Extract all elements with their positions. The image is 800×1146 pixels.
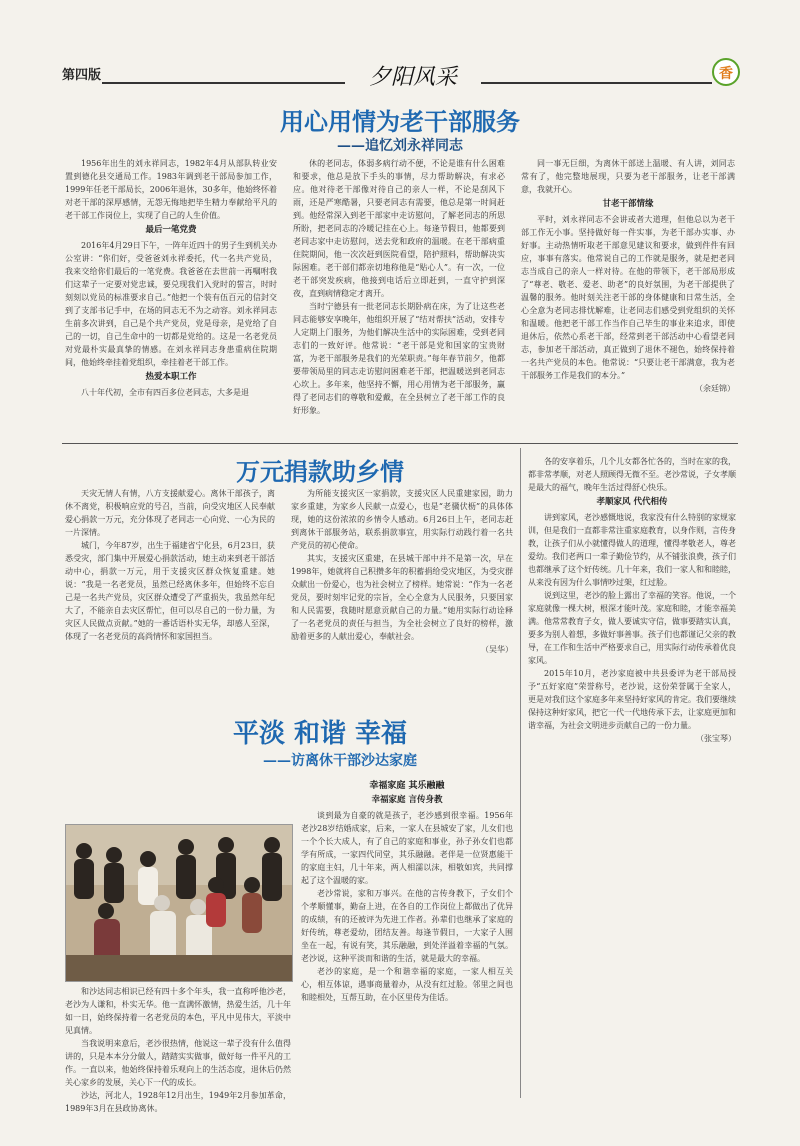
paragraph: 老沙的家庭，是一个和谐幸福的家庭，一家人相互关心，相互体谅，遇事商量着办，从没有红过脸。邻里之间也和睦相处，互帮互助，在小区里传为佳话。 (301, 967, 513, 1002)
paragraph: 休的老同志，体弱多病行动不便，不论是谁有什么困难和要求，他总是放下手头的事情，尽力帮助解决，有求必应。他对待老干部像对待自己的亲人一样，不论是刮风下雨，还是严寒酷暑，只要老同志有需要，他总是第一时间赶到。他经常深入到老干部家中走访慰问，了解老同志的所思所盼，把老同志的冷暖记挂在心上。每逢节假日，他都要到老同志家中走访慰问，送去党和政府的温暖。在老干部病重住院期间，他一次次赶到医院看望，陪护照料，帮助解决实际困难。老干部们都亲切地称他是“贴心人”。有一次，一位老干部突发疾病，他接到电话后立即赶到，一直守护到深夜，直到病情稳定才离开。 (293, 159, 505, 298)
article2-title: 万元捐款助乡情 (236, 458, 404, 486)
paragraph: 和沙达同志相识已经有四十多个年头，我一直称呼他沙老，老沙为人谦和，朴实无华。他一直满怀激情，热爱生活，几十年如一日，始终保持着一名老党员的本色，平凡中见伟大，平淡中见真情。 (65, 987, 291, 1035)
paragraph: 平时，刘永祥同志不会讲或者大道理，但他总以为老干部工作无小事。坚持做好每一件实事，为老干部办实事、办好事。主动热情听取老干部意见建议和要求，做到件件有回应，事事有落实。他常说自己的工作就是服务，就是把老同志当成自己的亲人一样对待。在他的带领下，老干部局形成了“尊老、敬老、爱老、助老”的良好氛围，为老干部提供了温馨的服务。他时刻关注老干部的身体健康和日常生活，全心全意为老同志排忧解难，让老同志们感受到党组织的关怀和温暖。他把老干部工作当作自己毕生的事业来追求，即使退休后，依然心系老干部，经常到老干部活动中心看望老同志，参加老干部活动，真正做到了退休不褪色，始终保持着一名共产党员的本色。他常说：“只要让老干部满意，我为老干部服务工作是我们的本分。” (521, 215, 735, 380)
section-heading: 甘老干部情缘 (602, 199, 654, 209)
paragraph: 八十年代初，全市有四百多位老同志，大多是退 (81, 388, 249, 397)
byline: （张宝琴） (696, 734, 736, 743)
paragraph: 2016年4月29日下午，一阵年近四十的男子生到机关办公室讲：“你们好，受爸爸刘永祥委托，代一名共产党员，我来交给你们最后的一笔党费。我爸爸在去世前一再嘱咐我们这辈子一定要对党忠诚，要兑现我们入党时的誓言，时时刻刻以党员的标准要求自己。”他把一个装有伍百元的信封交到了支部书记手中，在场的同志无不为之动容。刘永祥同志生前多次讲到，自己是个共产党员，党是母亲，是党给了自己的一切，自己生命中的一切都是党给的。这是一名老党员对党最朴实最真挚的情感。在刘永祥同志身患重病住院期间，他始终牵挂着党组织，牵挂着老干部工作。 (65, 241, 277, 367)
paragraph: 当我说明来意后，老沙很热情，他说这一辈子没有什么值得讲的，只是本本分分做人，踏踏实实做事，做好每一件平凡的工作。一直以来，他始终保持着乐观向上的生活态度，退休后仍然关心家乡的发展，关心下一代的成长。 (65, 1039, 291, 1087)
paragraph: 讲到家风，老沙感慨地说，我家没有什么特别的家规家训，但是我们一直都非常注重家庭教育，以身作则，言传身教，让孩子们从小就懂得做人的道理，懂得孝敬老人，尊老爱幼。我们老两口一辈子勤俭节约，从不铺张浪费，孩子们也都继承了这个好传统。几十年来，我们一家人和和睦睦，从来没有因为什么事情吵过架，红过脸。 (528, 513, 736, 587)
article1-subtitle: ——追忆刘永祥同志 (337, 138, 463, 154)
paragraph: 2015年10月，老沙家庭被中共县委评为老干部局授予“五好家庭”荣誉称号，老沙说，这份荣誉属于全家人，更是对我们这个家庭多年来坚持好家风的肯定。我们要继续保持这种好家风，把它一代一代地传承下去，让家庭更加和谐幸福，为社会文明进步贡献自己的一份力量。 (528, 669, 736, 730)
paragraph: 1956年出生的刘永祥同志，1982年4月从部队转业安置到德化县交通局工作。1983年调到老干部局参加工作，1999年任老干部局长，2006年退休，30多年，他始终怀着对老干部的深厚感情，无怨无悔地把毕生精力奉献给平凡的老干部工作岗位上，实现了自己的人生价值。 (65, 159, 277, 220)
paragraph: 谈到最为自豪的就是孩子，老沙感到很幸福。1956年老沙28岁结婚成家，后来，一家人在县城安了家，儿女们也一个个长大成人，有了自己的家庭和事业，孙子孙女们也都学有所成，一家四代同堂，其乐融融。老伴是一位贤惠能干的家庭主妇，几十年来，两人相濡以沫，相敬如宾，共同撑起了这个温暖的家。 (301, 811, 513, 885)
section-heading: 孝顺家风 代代相传 (596, 497, 668, 507)
article3-col3 (528, 455, 736, 1095)
paragraph: 说到这里，老沙的脸上露出了幸福的笑容。他说，一个家庭就像一棵大树，根深才能叶茂。家庭和睦，才能幸福美满。他常常教育子女，做人要诚实守信，做事要踏实认真，要多为别人着想，多做好事善事。孩子们也都谨记父亲的教导，在工作和生活中严格要求自己，用实际行动传承着优良家风。 (528, 591, 736, 665)
family-photo (65, 824, 293, 982)
byline: （吴华） (481, 645, 513, 654)
logo-icon: 香 (712, 58, 740, 86)
article3-col2 (301, 792, 513, 1092)
article3-title: 平淡 和谐 幸福 (232, 719, 408, 749)
vertical-divider (520, 448, 521, 1098)
paragraph: 为所能支援灾区一家捐款，支援灾区人民重建家园，助力家乡重建，为家乡人民献一点爱心，也是“老骥伏枥”的具体体现，她的这份浓浓的乡情令人感动。6月26日上午，老同志赶到离休干部服务站，联系捐款事宜，用实际行动践行着一名共产党员的初心使命。 (291, 489, 513, 550)
byline: （余廷锦） (695, 384, 735, 393)
paragraph: 同一事无巨细，为离休干部送上温暖、有人讲，刘同志常有了，他完整地展现，只要为老干部服务，让老干部满意，我就开心。 (521, 159, 735, 194)
paragraph: 其实，支援灾区重建，在县城干部中并不是第一次，早在1998年，她就将自己积攒多年的积蓄捐给受灾地区，为受灾群众献出一份爱心，也为社会树立了榜样。她常说：“作为一名老党员，要时刻牢记党的宗旨，全心全意为人民服务，只要国家和人民需要，我随时愿意贡献自己的力量。”她用实际行动诠释了一名老党员的责任与担当，为全社会树立了良好的榜样，激励着更多的人献出爱心，奉献社会。 (291, 554, 513, 641)
article1-col1 (65, 157, 277, 437)
section-heading: 热爱本职工作 (145, 372, 197, 382)
article3-subtitle: ——访离休干部沙达家庭 (263, 753, 417, 769)
page-number: 第四版 (62, 68, 102, 83)
article1-col2 (293, 157, 505, 437)
paragraph: 当时宁德县有一批老同志长期卧病在床，为了让这些老同志能够安享晚年，他组织开展了“结对帮扶”活动，安排专人定期上门服务，为他们解决生活中的实际困难，受到老同志们的一致好评。他常说：“老干部是党和国家的宝贵财富，为老干部服务是我们的光荣职责。”每年春节前夕，他都要带领局里的同志走访慰问困难老干部，把温暖送到老同志心坎上。多年来，他坚持不懈，用心用情为老干部服务，赢得了老同志们的尊敬和爱戴，在全县树立了老干部工作的良好形象。 (293, 302, 505, 415)
section-masthead: 夕阳风采 (345, 60, 481, 91)
article2-col1 (65, 487, 275, 697)
paragraph: 老沙常说，家和万事兴。在他的言传身教下，子女们个个孝顺懂事，勤奋上进，在各自的工作岗位上都做出了优异的成绩，有的还被评为先进工作者。孙辈们也继承了家庭的好传统，尊老爱幼，团结友善。每逢节假日，一大家子人围坐在一起，有说有笑，其乐融融，到处洋溢着幸福的气氛。老沙说，这种平淡而和谐的生活，就是最大的幸福。 (301, 889, 513, 963)
divider-1 (62, 443, 738, 444)
paragraph: 天灾无情人有情，八方支援献爱心。离休干部孩子，离休不离党，积极响应党的号召，当前，向受灾地区人民奉献爱心捐款一万元，充分体现了老同志一心向党、一心为民的一片深情。 (65, 489, 275, 537)
article1-title: 用心用情为老干部服务 (280, 108, 520, 136)
paragraph: 沙达，河北人，1928年12月出生，1949年2月参加革命，1989年3月在县政协离休。 (65, 1091, 291, 1113)
article1-col3 (521, 157, 735, 437)
section-heading: 最后一笔党费 (145, 225, 197, 235)
paragraph: 各的安享着乐，几个儿女都各忙各的，当时在家的我，都非常孝顺，对老人照顾得无微不至。老沙常说，子女孝顺是最大的福气，晚年生活过得舒心快乐。 (528, 457, 736, 492)
paragraph: 城门，今年87岁，出生于福建省宁化县，6月23日，获悉受灾，部门集中开展爱心捐款活动，她主动来到老干部活动中心，捐款一万元，用于支援灾区群众恢复重建。她说：“我是一名老党员，虽然已经离休多年，但始终不忘自己是一名共产党员，灾区群众遭受了严重损失，我虽然年纪大了，不能亲自去灾区帮忙，但可以尽自己的一份力量，为灾区人民做点贡献。”她的一番话语朴实无华，却感人至深，体现了一名老党员的高尚情怀和家国担当。 (65, 541, 275, 641)
page-header (62, 60, 738, 90)
section-heading: 幸福家庭 言传身教 (371, 795, 443, 805)
photo-caption: 幸福家庭 其乐融融 (369, 781, 445, 791)
article3-col1 (65, 985, 291, 1113)
article2-col2 (291, 487, 513, 697)
